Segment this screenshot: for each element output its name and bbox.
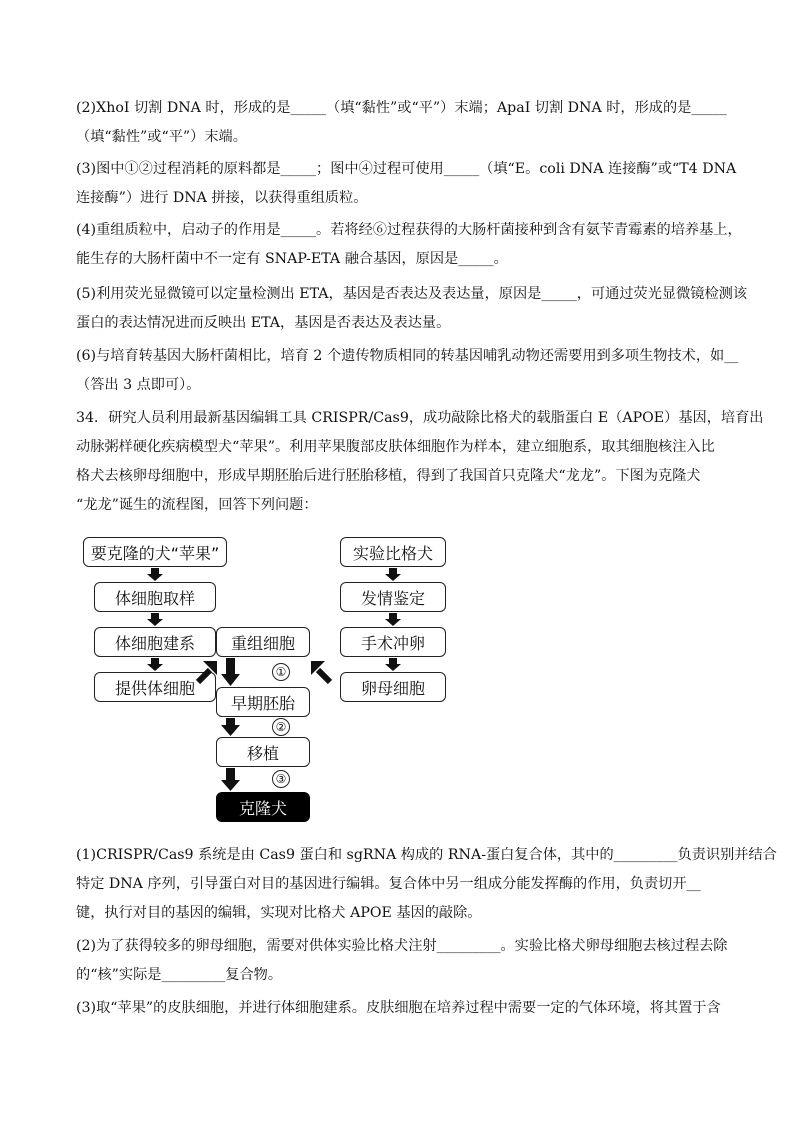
question-33-part-5 [76, 280, 748, 338]
down-arrow-icon [385, 568, 401, 671]
question-33-part-3 [76, 155, 736, 213]
text-line: 键，执行对目的基因的编辑，实现对比格犬 APOE 基因的敲除。 [76, 905, 482, 921]
text-line: (1)CRISPR/Cas9 系统是由 Cas9 蛋白和 sgRNA 构成的 RNA-蛋白复合体，其中的_________负责识别并结合 [76, 847, 777, 863]
question-33-part-2 [76, 94, 736, 152]
text-line: 特定 DNA 序列，引导蛋白对目的基因进行编辑。复合体中另一组成分能发挥酶的作用，负责切开__ [76, 876, 701, 892]
question-34-intro [76, 404, 764, 520]
text-line: （答出 3 点即可）。 [76, 377, 201, 393]
flow-right-box-2: 发情鉴定 [340, 582, 446, 612]
flow-left-box-3: 体细胞建系 [94, 627, 216, 657]
down-arrow-icon [221, 658, 240, 791]
flow-right-box-4: 卵母细胞 [340, 672, 446, 702]
question-34-part-2 [76, 932, 736, 990]
text-line: 34．研究人员利用最新基因编辑工具 CRISPR/Cas9，成功敲除比格犬的载脂蛋白 E（APOE）基因，培育出 [76, 410, 764, 426]
flow-left-box-1: 要克隆的犬“苹果” [83, 537, 227, 567]
text-line: 的“核”实际是_________复合物。 [76, 967, 283, 983]
text-line: (4)重组质粒中，启动子的作用是_____。若将经⑥过程获得的大肠杆菌接种到含有氨苄青霉素的培养基上， [76, 222, 742, 238]
flow-left-box-2: 体细胞取样 [94, 582, 216, 612]
down-arrow-icon [147, 568, 163, 671]
text-line: （填“黏性”或“平”）末端。 [76, 129, 247, 145]
question-34-part-3 [76, 994, 736, 1023]
cloning-flowchart [76, 530, 456, 830]
diagonal-arrow-icon [198, 661, 330, 682]
text-line: (3)取“苹果”的皮肤细胞，并进行体细胞建系。皮肤细胞在培养过程中需要一定的气体环境，将其置于含 [76, 1000, 721, 1016]
flow-center-box-2: 早期胚胎 [216, 687, 310, 717]
text-line: (2)为了获得较多的卵母细胞，需要对供体实验比格犬注射_________。实验比格犬卵母细胞去核过程去除 [76, 938, 728, 954]
flow-center-box-3: 移植 [216, 737, 310, 767]
flow-center-box-1: 重组细胞 [216, 627, 310, 657]
flow-arrows [76, 530, 456, 830]
text-line: (3)图中①②过程消耗的原料都是_____；图中④过程可使用_____（填“E。coli DNA 连接酶”或“T4 DNA [76, 161, 737, 177]
text-line: 能生存的大肠杆菌中不一定有 SNAP-ETA 融合基因，原因是_____。 [76, 251, 508, 267]
step-2-marker: ② [272, 718, 290, 736]
step-1-marker: ① [272, 663, 290, 681]
flow-right-box-1: 实验比格犬 [340, 537, 446, 567]
text-line: 动脉粥样硬化疾病模型犬“苹果”。利用苹果腹部皮肤体细胞作为样本，建立细胞系，取其细胞核注入比 [76, 439, 715, 455]
flow-left-box-4: 提供体细胞 [94, 672, 216, 702]
question-33-part-4 [76, 216, 742, 274]
question-33-part-6 [76, 342, 739, 400]
text-line: 蛋白的表达情况进而反映出 ETA，基因是否表达及表达量。 [76, 315, 451, 331]
flow-right-box-3: 手术冲卵 [340, 627, 446, 657]
text-line: (5)利用荧光显微镜可以定量检测出 ETA，基因是否表达及表达量，原因是_____，可通过荧光显微镜检测该 [76, 286, 748, 302]
text-line: “龙龙”诞生的流程图，回答下列问题： [76, 497, 318, 513]
text-line: (2)XhoI 切割 DNA 时，形成的是_____（填“黏性”或“平”）末端；ApaI 切割 DNA 时，形成的是_____ [76, 100, 727, 116]
text-line: (6)与培育转基因大肠杆菌相比，培育 2 个遗传物质相同的转基因哺乳动物还需要用到多项生物技术，如__ [76, 348, 739, 364]
question-34-part-1 [76, 841, 777, 928]
text-line: 连接酶”）进行 DNA 拼接，以获得重组质粒。 [76, 190, 368, 206]
step-3-marker: ③ [272, 770, 290, 788]
text-line: 格犬去核卵母细胞中，形成早期胚胎后进行胚胎移植，得到了我国首只克隆犬“龙龙”。下图为克隆犬 [76, 468, 701, 484]
flow-center-box-final: 克隆犬 [216, 792, 310, 822]
